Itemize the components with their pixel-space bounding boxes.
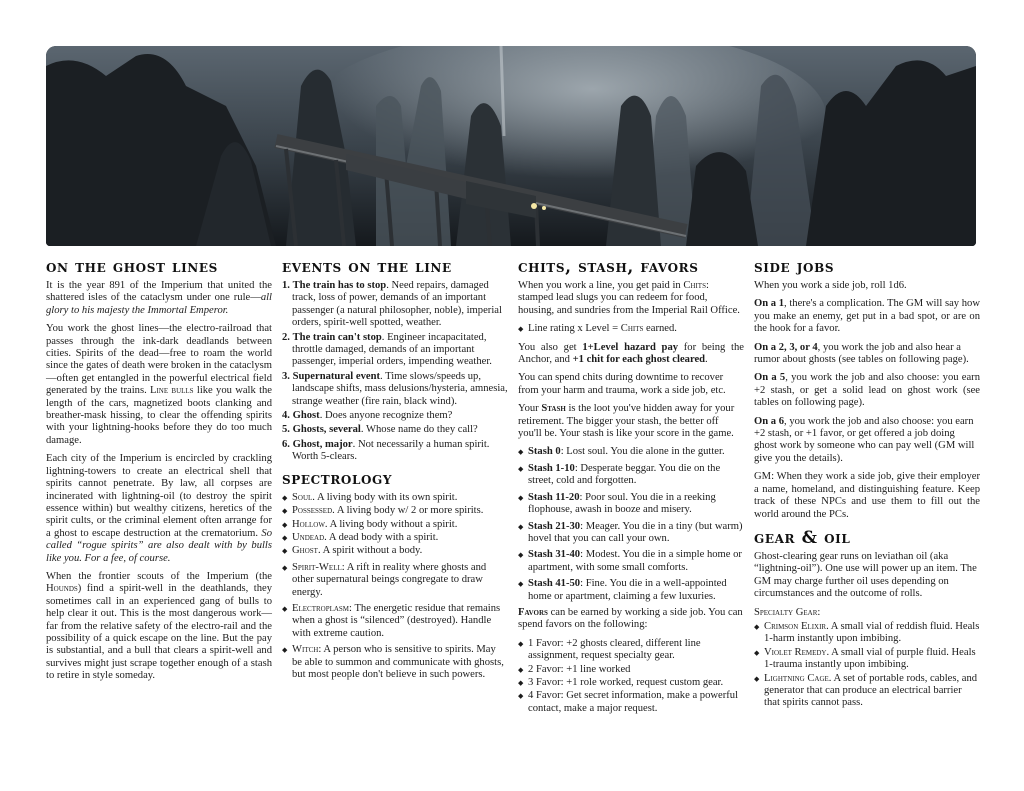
gm-note-paragraph: GM: When they work a side job, give their employer a name, homeland, and distinguishing feature. Keep track of these NPCs and use them to fill out the world around the PCs.: [754, 471, 980, 520]
event-item: [282, 332, 508, 369]
spirit-type-item: [282, 505, 508, 517]
event-text: . Not necessarily a human spirit. Worth 5-clears.: [292, 438, 490, 463]
paragraph-text: You work the ghost lines—the electro-railroad that passes through the ink-dark deadlands between cities. Spirits of the dead—free to roam the world since the gates of death were broken in the cataclysm—often get entangled in the powerful electrical field generated by the trains.: [46, 323, 272, 397]
event-number: 6.: [282, 438, 290, 450]
paragraph-text: is the loot you've hidden away for your retirement. The bigger your stash, the better off you'll be. Your stash is like your score in the game.: [518, 403, 735, 440]
spectrology-terms-list: [282, 562, 508, 682]
stash-item: [518, 549, 744, 574]
event-head: Ghost, major: [292, 438, 353, 450]
section-title-gear: gear & oil: [754, 527, 851, 548]
specialty-gear-list: [754, 621, 980, 710]
stash-level: Stash 11-20: [528, 491, 580, 503]
chits-rule-item: [518, 323, 744, 335]
chits-rule-list: [518, 323, 744, 335]
favor-item: ◆ 1 Favor: +2 ghosts cleared, different line assignment, request specialty gear.: [518, 638, 744, 663]
term: Witch: [292, 644, 319, 656]
definition: : A rift in reality where ghosts and other supernatural beings congregate to draw energy.: [292, 561, 487, 598]
stash-item: [518, 463, 744, 488]
roll-text: , you work the job and also choose: you earn +2 stash, or get a solid lead on ghost work (see tables on following page).: [754, 372, 981, 409]
spirit-type-item: [282, 519, 508, 531]
paragraph-text: : stamped lead slugs you can redeem for food, housing, and sundries from the Imperial Rail Office.: [518, 280, 740, 316]
column-chits: [518, 256, 744, 719]
gear-name: Lightning Cage: [764, 672, 829, 684]
favors-list: [518, 638, 744, 715]
definition: . A living body with its own spirit.: [312, 491, 458, 503]
term-chits: Chits: [683, 280, 706, 291]
stash-level: Stash 21-30: [528, 520, 581, 532]
roll-result-1: [754, 298, 980, 335]
paragraph-italic: So called “rogue spirits” are also dealt with by bulls like you. For a fee, of course.: [46, 527, 272, 564]
stash-level: Stash 31-40: [528, 549, 581, 561]
stash-item: [518, 521, 744, 546]
ghost-lines-paragraph: [46, 323, 272, 447]
event-number: 4.: [282, 410, 290, 422]
stash-level: Stash 0: [528, 446, 561, 458]
term: Spirit-Well: [292, 561, 342, 573]
spirit-types-list: [282, 492, 508, 558]
event-item: [282, 371, 508, 408]
spirit-type-item: [282, 532, 508, 544]
gear-name: Crimson Elixir: [764, 620, 827, 632]
gear-description: . A small vial of purple fluid. Heals 1-trauma instantly upon imbibing.: [764, 646, 976, 671]
term: Ghost: [292, 545, 318, 557]
section-title-ghost-lines: on the ghost lines: [46, 257, 218, 277]
stash-item: [518, 446, 744, 458]
event-head: The train has to stop: [292, 280, 387, 291]
stash-text: : Poor soul. You die in a reeking flophouse, awash in booze and misery.: [528, 491, 716, 516]
roll-label: On a 2, 3, or 4: [754, 341, 818, 353]
roll-label: On a 5: [754, 372, 786, 384]
stash-text: : Fine. You die in a well-appointed home or apartment, claiming a few luxuries.: [528, 578, 727, 602]
spirit-type-item: [282, 492, 508, 504]
term-hounds: Hounds: [46, 583, 78, 595]
favor-item: ◆ 4 Favor: Get secret information, make a powerful contact, make a major request.: [518, 690, 744, 715]
spectrology-term-item: [282, 603, 508, 640]
definition: . A living body w/ 2 or more spirits.: [332, 505, 484, 517]
roll-result-2-4: [754, 342, 980, 367]
section-title-spectrology: spectrology: [282, 468, 393, 489]
term-chits: Chits: [620, 323, 644, 335]
event-number: 3.: [282, 370, 290, 382]
paragraph-text: Your: [518, 403, 542, 415]
term-favors: Favors: [518, 606, 548, 618]
definition: : The energetic residue that remains when a ghost is “silenced” (destroyed). Handle with extreme caution.: [292, 602, 501, 639]
side-job-intro: When you work a side job, roll 1d6.: [754, 280, 907, 291]
paragraph-text: can be earned by working a side job. You can spend favors on the following:: [518, 606, 743, 631]
spirit-type-item: [282, 545, 508, 557]
rule-text: Line rating x Level =: [528, 323, 621, 335]
event-text: . Whose name do they call?: [360, 424, 478, 436]
term: Possessed: [292, 505, 333, 517]
roll-text: , there's a complication. The GM will say how you make an enemy, get put in a bad spot, or are on the hook for a favor.: [754, 298, 980, 335]
intro-text: It is the year 891 of the Imperium that united the shattered isles of the cataclysm under one rule—: [46, 280, 272, 304]
term-line-bulls: Line bulls: [150, 385, 194, 397]
column-ghost-lines: [46, 256, 272, 689]
spectrology-term-item: [282, 562, 508, 599]
chits-paragraph: [518, 280, 744, 317]
event-item: [282, 410, 508, 422]
roll-label: On a 6: [754, 415, 785, 427]
event-item: [282, 280, 508, 330]
definition: : A person who is sensitive to spirits. May be able to summon and communicate with ghosts, but most people don't believe in such powers.: [292, 644, 504, 680]
paragraph-text: for being the Anchor, and: [518, 341, 744, 366]
cities-paragraph: [46, 453, 272, 565]
ghost-train-illustration-svg: [46, 46, 976, 246]
stash-paragraph: [518, 403, 744, 440]
paragraph-text: Each city of the Imperium is encircled by crackling lightning-towers to create an electrical shell that spirits cannot penetrate. By law, all corpses are incinerated with lightning-oil (to destroy the spirit essence within) but wealthy citizens, heretics of the spirit cults, or the criminal element often arrange for a ghost to escape destruction at the crematorium.: [46, 453, 272, 539]
chit-bonus: +1 chit for each ghost cleared: [572, 354, 706, 366]
event-text: . Time slows/speeds up, landscape shifts, mass delusions/hysteria, amnesia, strange weather (fire rain, black wind).: [292, 370, 508, 407]
hounds-paragraph: [46, 571, 272, 683]
stash-list: [518, 446, 744, 602]
gear-item: [754, 621, 980, 646]
stash-text: : Meager. You die in a tiny (but warm) hovel that you can call your own.: [528, 520, 743, 544]
term: Undead: [292, 531, 325, 543]
event-item: [282, 439, 508, 464]
event-number: 5.: [282, 424, 290, 436]
rule-text: earned.: [643, 323, 677, 335]
event-head: Ghost: [292, 410, 320, 422]
stash-item: [518, 492, 744, 517]
paragraph-text: When the frontier scouts of the Imperium (the: [46, 570, 272, 582]
gear-name: Violet Remedy: [764, 646, 827, 658]
intro-italic: all glory to his majesty the Immortal Emperor.: [46, 292, 272, 316]
event-head: Supernatural event: [292, 370, 381, 382]
roll-result-6: [754, 416, 980, 466]
section-title-chits: chits, stash, favors: [518, 257, 699, 277]
event-number: 2.: [282, 331, 290, 343]
stash-text: : Lost soul. You die alone in the gutter.: [560, 446, 725, 458]
event-head: The train can't stop: [292, 331, 382, 343]
roll-text: , you work the job and also choose: you earn +2 stash, or +1 favor, or get offered a job doing ghost work by someone who can pay well (GM will give you the details).: [754, 415, 975, 464]
term-stash: Stash: [541, 403, 566, 415]
definition: . A living body without a spirit.: [324, 518, 458, 530]
paragraph-text: When you work a line, you get paid in: [518, 280, 684, 291]
event-text: . Engineer incapacitated, throttle damaged, demands of an important passenger, imperial orders, impending weather.: [292, 331, 492, 368]
term: Hollow: [292, 518, 325, 530]
hazard-pay: 1+Level hazard pay: [582, 341, 679, 353]
roll-text: , you work the job and also hear a rumor about ghosts (see tables on following page).: [754, 341, 969, 366]
definition: . A spirit without a body.: [317, 545, 423, 557]
ghost-train-illustration: [46, 46, 976, 246]
term: Electroplasm: [292, 602, 350, 614]
favor-item: ◆ 2 Favor: +1 line worked: [518, 664, 744, 676]
favor-item: ◆ 3 Favor: +1 role worked, request custom gear.: [518, 677, 744, 689]
specialty-gear-label: Specialty Gear:: [754, 606, 821, 618]
column-events: [282, 256, 508, 685]
stash-level: Stash 41-50: [528, 578, 581, 590]
gear-description: . A small vial of reddish fluid. Heals 1-harm instantly upon imbibing.: [764, 620, 980, 645]
section-title-events: events on the line: [282, 257, 452, 277]
spectrology-term-item: [282, 644, 508, 681]
intro-paragraph: [46, 280, 272, 317]
gear-description: . A set of portable rods, cables, and generator that can produce an electrical barrier that spirits cannot pass.: [764, 672, 978, 709]
event-number: 1.: [282, 280, 290, 291]
downtime-paragraph: You can spend chits during downtime to recover from your harm and trauma, work a side job, etc.: [518, 372, 726, 396]
event-text: . Need repairs, damaged track, loss of power, demands of an important passenger (a natural philosopher, noble), imperial orders, spirit-well spotted, weather.: [292, 280, 502, 329]
stash-item: [518, 578, 744, 603]
stash-text: : Modest. You die in a simple home or apartment, with some small comforts.: [528, 549, 742, 573]
term: Soul: [292, 491, 313, 503]
roll-result-5: [754, 372, 980, 409]
hazard-pay-paragraph: [518, 342, 744, 367]
gear-item: [754, 647, 980, 672]
event-text: . Does anyone recognize them?: [319, 410, 453, 422]
gear-item: [754, 673, 980, 710]
section-title-side-jobs: side jobs: [754, 257, 835, 277]
gear-paragraph: Ghost-clearing gear runs on leviathan oil (aka “lightning-oil”). One use will power up an item. The GM may charge further oil uses depending on circumstances and the outcome of rolls.: [754, 550, 977, 600]
paragraph-text: ) find a spirit-well in the deathlands, they sometimes call in an experienced gang of bulls to help clear it out. This is the most dangerous work—far from the relative safety of the electro-rail and the possibility of a quick escape on the line. But the pay is substantial, and a bull that clears a spirit-well and survives might just scrape together enough of a stash to retire in style someday.: [46, 583, 272, 682]
events-list: [282, 280, 508, 464]
event-head: Ghosts, several: [292, 424, 361, 436]
paragraph-text: .: [705, 354, 708, 366]
paragraph-text: like you walk the length of the cars, magnetized boots clanking and breather-mask hissing, to clear the offending spirits with your lightning-hooks before they do too much damage.: [46, 385, 273, 446]
roll-label: On a 1: [754, 298, 785, 310]
column-side-jobs: [754, 256, 980, 714]
event-item: [282, 424, 508, 436]
definition: . A dead body with a spirit.: [324, 531, 439, 543]
favors-paragraph: [518, 607, 744, 632]
stash-level: Stash 1-10: [528, 462, 575, 474]
paragraph-text: You also get: [518, 341, 583, 353]
stash-text: : Desperate beggar. You die on the street, cold and forgotten.: [528, 462, 721, 487]
